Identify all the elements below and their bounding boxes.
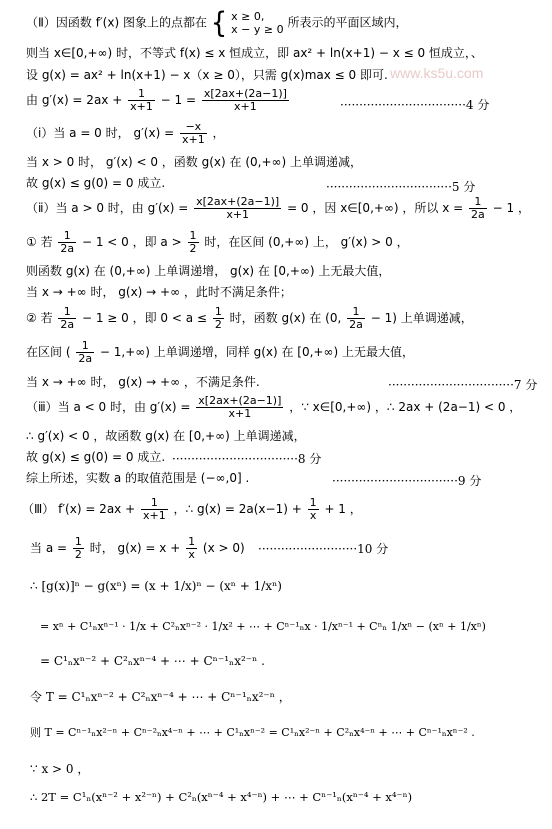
text: (x > 0) — [202, 541, 245, 555]
text: + 1 ， — [324, 502, 362, 516]
system-row-1: x ≥ 0, — [231, 10, 265, 23]
text: 时，在区间 (0,+∞) 上， g′(x) > 0 ， — [204, 235, 409, 249]
system-row-2: x − y ≥ 0 — [231, 23, 284, 36]
text: 时，函数 g(x) 在 (0, — [229, 311, 342, 325]
fraction: $\frac{1}{x+1}$ — [130, 87, 153, 113]
line-14: 当 x → +∞ 时， g(x) → +∞ ，不满足条件. — [26, 375, 260, 389]
line-26: ∵ x > 0 ， — [30, 762, 90, 776]
score-9: ·································9 分 — [332, 474, 482, 488]
line-1 — [26, 6, 408, 40]
line-20 — [30, 536, 245, 561]
text: 由 g′(x) = 2ax + — [26, 93, 123, 107]
line-10: 则函数 g(x) 在 (0,+∞) 上单调递增， g(x) 在 [0,+∞) 上无最大值， — [26, 264, 391, 278]
line-24: 令 T = C¹ₙxⁿ⁻² + C²ₙxⁿ⁻⁴ + ⋯ + Cⁿ⁻¹ₙx²⁻ⁿ ， — [30, 690, 291, 704]
text: 所表示的平面区域内， — [287, 15, 408, 30]
fraction: $\frac{x[2ax+(2a-1)]}{x+1}$ — [196, 195, 280, 221]
text: = 0 ，因 x∈[0,+∞) ，所以 x = — [287, 201, 464, 215]
text: − 1) 上单调递减， — [370, 311, 473, 325]
line-22: = xⁿ + C¹ₙxⁿ⁻¹ · 1/x + C²ₙxⁿ⁻² · 1/x² + ⋯ + Cⁿ⁻¹ₙx · 1/xⁿ⁻¹ + Cⁿₙ 1/xⁿ − (xⁿ + 1/xⁿ) — [40, 620, 486, 633]
fraction: $\frac{1}{x}$ — [309, 496, 317, 522]
line-11: 当 x → +∞ 时， g(x) → +∞ ，此时不满足条件； — [26, 285, 292, 299]
score-8: ·································8 分 — [172, 452, 322, 466]
fraction: $\frac{1}{2a}$ — [349, 305, 363, 331]
text: （ⅱ）当 a > 0 时，由 g′(x) = — [26, 201, 189, 215]
fraction: $\frac{1}{2}$ — [189, 229, 197, 255]
text: （ⅰ）当 a = 0 时， g′(x) = — [26, 126, 175, 140]
inequality-system — [231, 10, 283, 36]
line-25: 则 T = Cⁿ⁻¹ₙx²⁻ⁿ + Cⁿ⁻²ₙx⁴⁻ⁿ + ⋯ + C¹ₙxⁿ⁻² = C¹ₙx²⁻ⁿ + C²ₙx⁴⁻ⁿ + ⋯ + Cⁿ⁻¹ₙxⁿ⁻² . — [30, 726, 475, 739]
line-13 — [26, 340, 414, 365]
line-23: = C¹ₙxⁿ⁻² + C²ₙxⁿ⁻⁴ + ⋯ + Cⁿ⁻¹ₙx²⁻ⁿ . — [40, 654, 265, 668]
line-4 — [26, 88, 291, 113]
fraction: $\frac{1}{2a}$ — [78, 339, 93, 365]
line-2: 则当 x∈[0,+∞) 时，不等式 f(x) ≤ x 恒成立，即 ax² + ln(x+1) − x ≤ 0 恒成立，、 — [26, 46, 483, 60]
score-10: ··························10 分 — [258, 542, 389, 556]
text: − 1 < 0 ，即 a > — [81, 235, 182, 249]
fraction: $\frac{1}{2a}$ — [60, 229, 75, 255]
line-3: 设 g(x) = ax² + ln(x+1) − x（x ≥ 0），只需 g(x)max ≤ 0 即可. — [26, 68, 388, 82]
text: − 1 ， — [492, 201, 530, 215]
line-12 — [26, 306, 473, 331]
line-7: 故 g(x) ≤ g(0) = 0 成立. — [26, 176, 166, 190]
text: （ⅲ）当 a < 0 时，由 g′(x) = — [26, 400, 191, 414]
line-16: ∴ g′(x) < 0 ，故函数 g(x) 在 [0,+∞) 上单调递减， — [26, 429, 306, 443]
text: 时， g(x) = x + — [89, 541, 181, 555]
brace-icon: { — [210, 6, 228, 40]
line-19 — [22, 497, 362, 522]
line-8 — [26, 196, 530, 221]
watermark: www.ks5u.com — [390, 65, 484, 81]
text: − 1,+∞) 上单调递增，同样 g(x) 在 [0,+∞) 上无最大值， — [99, 345, 414, 359]
line-5: （ⅰ）当 a = 0 时， g′(x) = $\frac{-x}{x+1}$ ， — [26, 120, 225, 146]
text: − 1 ≥ 0 ，即 0 < a ≤ — [81, 311, 207, 325]
line-17: 故 g(x) ≤ g(0) = 0 成立. — [26, 450, 166, 464]
text: ，∵ x∈[0,+∞) ，∴ 2ax + (2a−1) < 0 ， — [289, 400, 522, 414]
fraction: $\frac{1}{2}$ — [214, 305, 222, 331]
fraction: $\frac{x[2ax+(2a-1)]}{x+1}$ — [203, 87, 287, 113]
fraction: $\frac{1}{2a}$ — [60, 305, 75, 331]
fraction: $\frac{1}{2}$ — [74, 535, 82, 561]
line-21: ∴ [g(x)]ⁿ − g(xⁿ) = (x + 1/x)ⁿ − (xⁿ + 1/xⁿ) — [30, 579, 282, 593]
text: 当 a = — [30, 541, 68, 555]
text: （Ⅲ） f′(x) = 2ax + — [22, 502, 136, 516]
text: ② 若 — [26, 311, 53, 325]
fraction: $\frac{1}{x}$ — [188, 535, 196, 561]
fraction: $\frac{1}{x+1}$ — [142, 496, 166, 522]
line-15 — [26, 395, 521, 420]
text: （Ⅱ）因函数 f′(x) 图象上的点都在 — [26, 15, 207, 30]
line-27: ∴ 2T = C¹ₙ(xⁿ⁻² + x²⁻ⁿ) + C²ₙ(xⁿ⁻⁴ + x⁴⁻ⁿ) + ⋯ + Cⁿ⁻¹ₙ(xⁿ⁻⁴ + x⁴⁻ⁿ) — [30, 790, 413, 804]
text: ，∴ g(x) = 2a(x−1) + — [173, 502, 302, 516]
text: − 1 = — [160, 93, 197, 107]
line-9 — [26, 230, 409, 255]
text: 在区间 ( — [26, 345, 71, 359]
fraction: $\frac{x[2ax+(2a-1)]}{x+1}$ — [198, 394, 282, 420]
score-7: ·································7 分 — [388, 378, 538, 392]
text: ① 若 — [26, 235, 53, 249]
score-5: ·································5 分 — [326, 180, 476, 194]
fraction: $\frac{1}{2a}$ — [471, 195, 485, 221]
score-4: ·································4 分 — [340, 98, 490, 112]
fraction: $\frac{-x}{x+1}$ — [181, 120, 205, 146]
line-18: 综上所述，实数 a 的取值范围是 (−∞,0] . — [26, 471, 250, 485]
line-6: 当 x > 0 时， g′(x) < 0 ，函数 g(x) 在 (0,+∞) 上单调递减， — [26, 155, 363, 169]
